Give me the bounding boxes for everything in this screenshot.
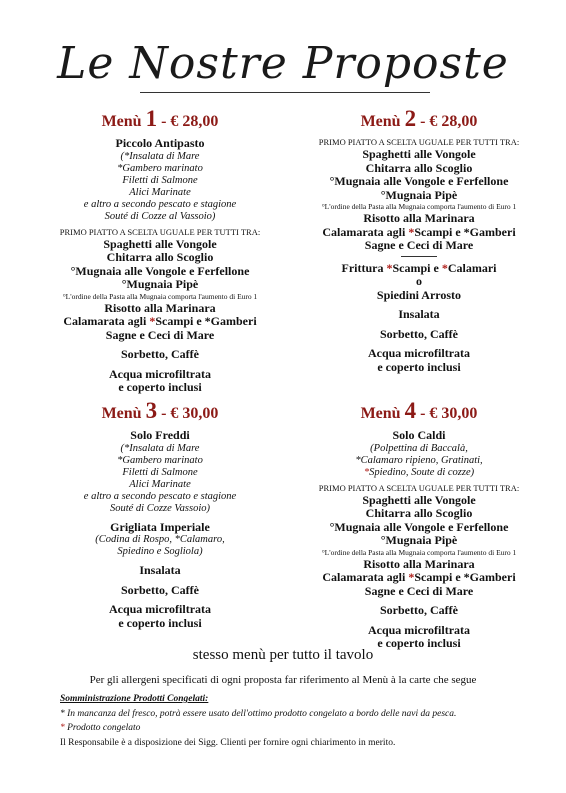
primo-item: Chitarra allo Scoglio — [106, 250, 214, 264]
antipasto-line: *Gambero marinato — [117, 162, 203, 174]
allergeni-note: Per gli allergeni specificati di ogni proposta far riferimento al Menù à la carte che segue — [89, 674, 477, 686]
sorbetto: Sorbetto, Caffè — [121, 347, 199, 361]
same-menu-note: stesso menù per tutto il tavolo — [192, 647, 374, 663]
freddi-line: Filetti di Salmone — [122, 466, 198, 478]
antipasto-title: Piccolo Antipasto — [115, 136, 205, 150]
primo-caption: PRIMO PIATTO A SCELTA UGUALE PER TUTTI TRA: — [318, 482, 520, 493]
menu-2-heading: Menù 2 - € 28,00 — [360, 106, 478, 131]
menu-3 — [40, 398, 280, 630]
caldi-line: (Polpettina di Baccalà, — [370, 442, 468, 454]
primo-item: °Mugnaia alle Vongole e Ferfellone — [329, 174, 509, 188]
footer-heading: Somministrazione Prodotti Congelati: — [60, 694, 209, 704]
spiedini: Spiedini Arrosto — [376, 287, 462, 302]
footer-line: Il Responsabile è a disposizione dei Sigg. Clienti per fornire ogni chiarimento in merito. — [60, 738, 396, 748]
secondo-item: Risotto alla Marinara — [104, 300, 216, 315]
mugnaia-note: °L'ordine della Pasta alla Mugnaia comporta l'aumento di Euro 1 — [321, 202, 517, 211]
menu-4 — [283, 398, 555, 651]
secondo-item: Risotto alla Marinara — [363, 211, 475, 225]
antipasto-line: Souté di Cozze al Vassoio) — [104, 210, 216, 222]
primo-item: °Mugnaia Pipè — [380, 187, 458, 202]
primo-item: Chitarra allo Scoglio — [365, 506, 473, 520]
grigliata-title: Grigliata Imperiale — [110, 519, 210, 534]
primo-item: Spaghetti alle Vongole — [103, 236, 217, 251]
grigliata-line: (Codina di Rospo, *Calamaro, — [95, 534, 225, 545]
menu-2 — [283, 106, 555, 374]
antipasto-line: Alici Marinate — [129, 186, 191, 198]
primo-caption: PRIMO PIATTO A SCELTA UGUALE PER TUTTI TRA: — [59, 226, 261, 237]
primo-item: Spaghetti alle Vongole — [362, 492, 476, 507]
insalata: Insalata — [398, 307, 440, 321]
menu-1 — [40, 106, 280, 395]
primo-item: Chitarra allo Scoglio — [365, 160, 473, 175]
acqua-line: e coperto inclusi — [118, 615, 202, 630]
caldi-line: *Calamaro ripieno, Gratinati, — [355, 454, 483, 466]
sorbetto: Sorbetto, Caffè — [380, 326, 458, 341]
acqua-line: Acqua microfiltrata — [367, 346, 471, 360]
acqua-line: Acqua microfiltrata — [367, 622, 471, 637]
menu-4-heading: Menù 4 - € 30,00 — [360, 398, 478, 423]
title-underline — [140, 92, 430, 93]
freddi-line: *Gambero marinato — [117, 454, 203, 466]
acqua-line: Acqua microfiltrata — [108, 366, 212, 381]
acqua-line: e coperto inclusi — [377, 636, 461, 650]
secondo-item: Calamarata agli *Scampi e *Gamberi — [63, 314, 257, 328]
antipasto-line: e altro a secondo pescato e stagione — [83, 198, 237, 210]
caldi-line: *Spiedino, Soute di cozze) — [363, 466, 475, 478]
freddi-line: (*Insalata di Mare — [120, 442, 200, 454]
footer-line: * Prodotto congelato — [60, 723, 141, 733]
acqua-line: e coperto inclusi — [377, 359, 461, 374]
menu-3-heading: Menù 3 - € 30,00 — [101, 398, 219, 423]
grigliata-line: Spiedino e Sogliola) — [117, 546, 203, 557]
frittura: Frittura *Scampi e *Calamari — [341, 260, 497, 275]
antipasto-line: Filetti di Salmone — [122, 174, 198, 186]
secondo-item: Calamarata agli *Scampi e *Gamberi — [322, 570, 516, 584]
primo-item: °Mugnaia alle Vongole e Ferfellone — [70, 263, 250, 278]
secondo-item: Risotto alla Marinara — [363, 556, 475, 571]
sorbetto: Sorbetto, Caffè — [380, 603, 458, 617]
divider — [401, 256, 437, 257]
primo-caption: PRIMO PIATTO A SCELTA UGUALE PER TUTTI TRA: — [318, 137, 520, 147]
antipasto-line: (*Insalata di Mare — [120, 150, 200, 162]
page-title: Le Nostre Proposte — [57, 38, 509, 89]
caldi-title: Solo Caldi — [392, 428, 446, 442]
primo-item: °Mugnaia alle Vongole e Ferfellone — [329, 519, 509, 534]
freddi-line: Alici Marinate — [129, 478, 191, 490]
or-label: o — [416, 274, 422, 288]
primo-item: °Mugnaia Pipè — [380, 533, 458, 547]
freddi-line: e altro a secondo pescato e stagione — [83, 490, 237, 502]
footer-line: * In mancanza del fresco, potrà essere usato dell'ottimo prodotto congelato a bordo delle navi da pesca. — [60, 709, 457, 719]
secondo-item: Sagne e Ceci di Mare — [105, 327, 215, 342]
secondo-item: Calamarata agli *Scampi e *Gamberi — [322, 224, 516, 239]
menu-1-heading: Menù 1 - € 28,00 — [101, 106, 219, 131]
primo-item: Spaghetti alle Vongole — [362, 147, 476, 161]
acqua-line: e coperto inclusi — [118, 380, 202, 394]
mugnaia-note: °L'ordine della Pasta alla Mugnaia comporta l'aumento di Euro 1 — [321, 547, 517, 557]
primo-item: °Mugnaia Pipè — [121, 277, 199, 291]
freddi-line: Souté di Cozze Vassoio) — [109, 502, 211, 514]
acqua-line: Acqua microfiltrata — [108, 602, 212, 616]
secondo-item: Sagne e Ceci di Mare — [364, 583, 474, 598]
freddi-title: Solo Freddi — [130, 428, 190, 442]
sorbetto: Sorbetto, Caffè — [121, 582, 199, 597]
insalata: Insalata — [139, 563, 181, 577]
mugnaia-note: °L'ordine della Pasta alla Mugnaia comporta l'aumento di Euro 1 — [62, 291, 258, 301]
secondo-item: Sagne e Ceci di Mare — [364, 238, 474, 252]
